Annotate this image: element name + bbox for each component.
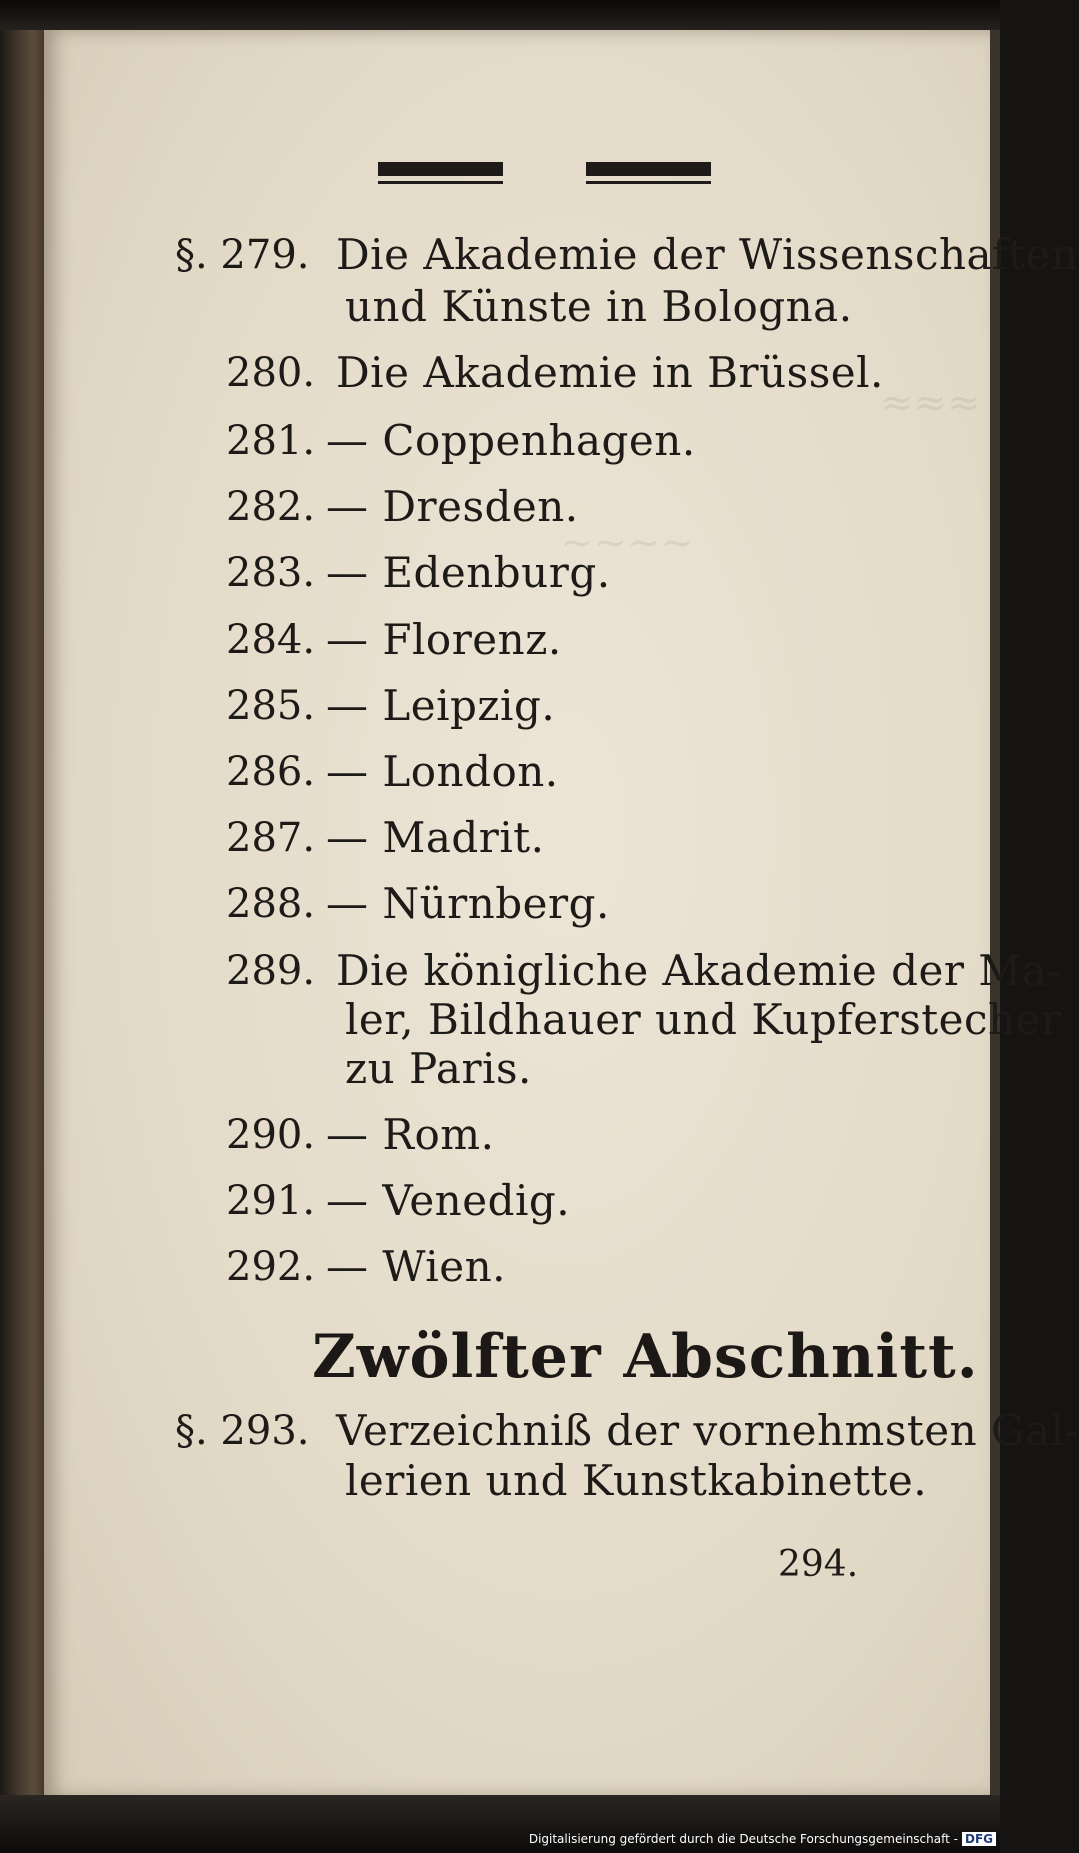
- entry-number-280: 280.: [226, 350, 316, 396]
- show-through-text: ≈≈≈: [880, 380, 981, 426]
- entry-number-286: 286.: [226, 749, 316, 795]
- entry-number-289: 289.: [226, 948, 316, 994]
- entry-number-292: 292.: [226, 1244, 316, 1290]
- entry-title-293: Verzeichniß der vornehmsten Gal-: [336, 1406, 1079, 1455]
- entry-title-280: Die Akademie in Brüssel.: [336, 348, 884, 397]
- page-right-edge: [990, 30, 1000, 1798]
- entry-number-279: §. 279.: [175, 232, 310, 278]
- entry-number-285: 285.: [226, 683, 316, 729]
- entry-title-291: — Venedig.: [326, 1176, 571, 1225]
- digitization-credit: [529, 1832, 996, 1846]
- entry-number-293: §. 293.: [175, 1408, 310, 1454]
- entry-number-282: 282.: [226, 484, 316, 530]
- entry-continuation-289: ler, Bildhauer und Kupferstecher: [345, 995, 1062, 1044]
- entry-number-284: 284.: [226, 617, 316, 663]
- entry-title-284: — Florenz.: [326, 615, 562, 664]
- entry-title-292: — Wien.: [326, 1242, 506, 1291]
- entry-continuation-279: und Künste in Bologna.: [345, 282, 853, 331]
- entry-number-290: 290.: [226, 1112, 316, 1158]
- entry-number-291: 291.: [226, 1178, 316, 1224]
- entry-title-281: — Coppenhagen.: [326, 416, 696, 465]
- decorative-rule-right: [586, 162, 711, 176]
- entry-number-283: 283.: [226, 550, 316, 596]
- credit-text: Digitalisierung gefördert durch die Deutsche Forschungsgemeinschaft -: [528, 1832, 958, 1846]
- entry-title-285: — Leipzig.: [326, 681, 556, 730]
- entry-title-286: — London.: [326, 747, 559, 796]
- entry-title-290: — Rom.: [326, 1110, 495, 1159]
- decorative-rule-left: [378, 162, 503, 176]
- entry-title-287: — Madrit.: [326, 813, 545, 862]
- section-heading: Zwölfter Abschnitt.: [312, 1322, 979, 1392]
- entry-title-289: Die königliche Akademie der Ma-: [336, 946, 1062, 995]
- entry-number-288: 288.: [226, 881, 316, 927]
- entry-number-287: 287.: [226, 815, 316, 861]
- entry-title-288: — Nürnberg.: [326, 879, 610, 928]
- page-number: 294.: [778, 1544, 859, 1585]
- entry-title-282: — Dresden.: [326, 482, 579, 531]
- entry-number-281: 281.: [226, 418, 316, 464]
- entry-continuation-289: zu Paris.: [345, 1044, 532, 1093]
- entry-title-283: — Edenburg.: [326, 548, 611, 597]
- dfg-logo: DFG: [962, 1832, 996, 1846]
- entry-continuation-293: lerien und Kunstkabinette.: [345, 1456, 928, 1505]
- book-spine: [0, 30, 48, 1800]
- entry-title-279: Die Akademie der Wissenschaften: [336, 230, 1079, 279]
- show-through-text: ~~~~: [560, 520, 695, 566]
